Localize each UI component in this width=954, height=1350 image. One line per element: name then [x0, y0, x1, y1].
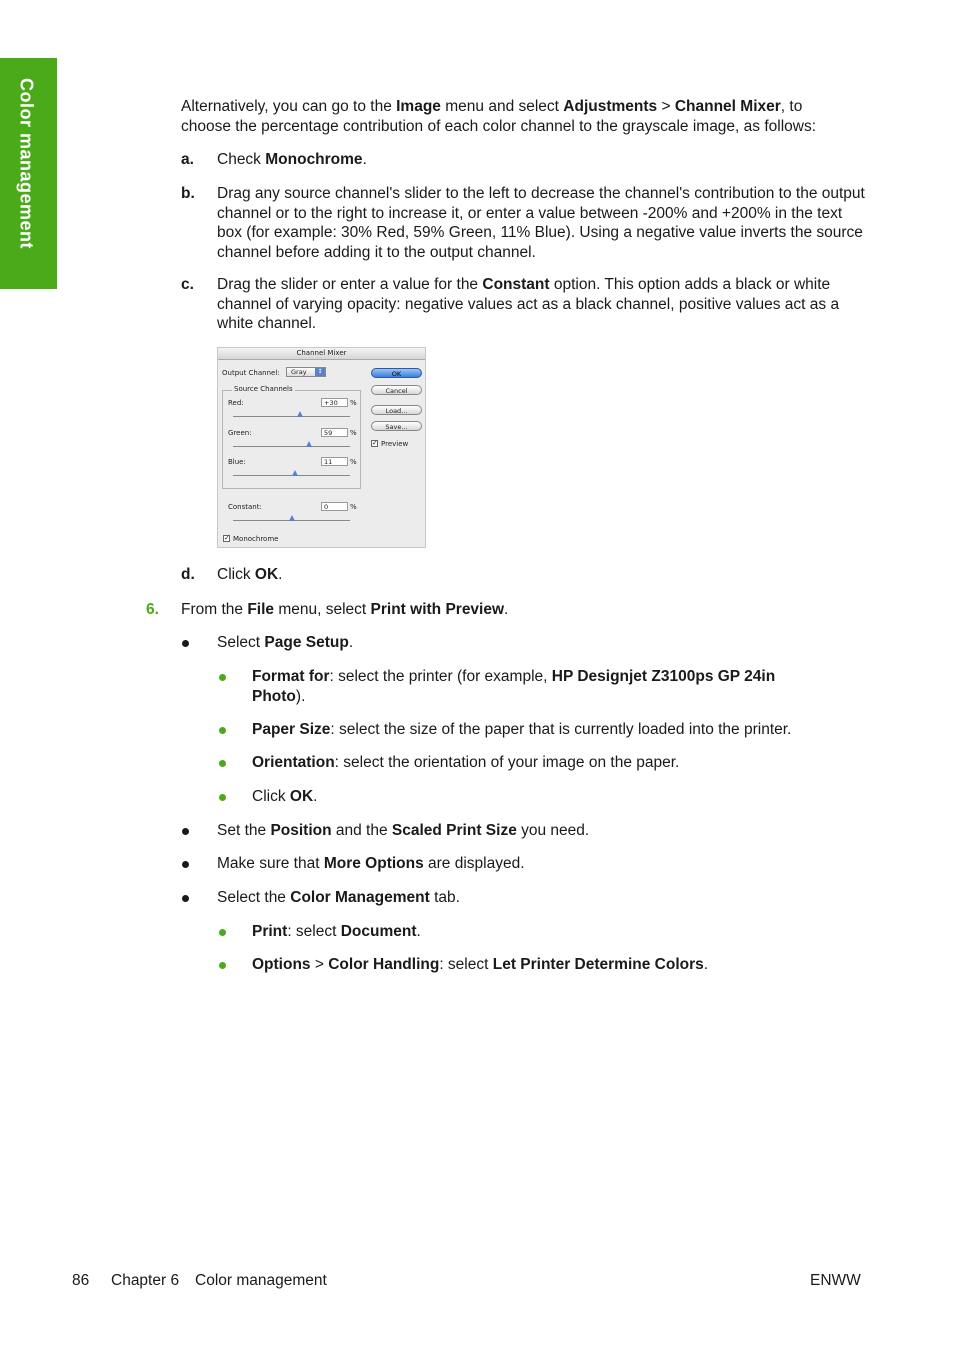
sub-click-ok: Click OK.: [252, 788, 318, 805]
preview-checkbox[interactable]: ✓: [372, 439, 378, 447]
sub-bullet-icon: [219, 727, 226, 734]
sub-bullet-icon: [219, 929, 226, 936]
sub-paper-size: Paper Size: select the size of the paper that is currently loaded into the printer.: [252, 721, 792, 738]
red-input[interactable]: +30: [321, 398, 348, 407]
side-tab-label: Color management: [16, 78, 37, 250]
step-6-text: From the File menu, select Print with Preview.: [181, 601, 509, 618]
monochrome-label: Monochrome: [233, 535, 279, 543]
output-channel-select[interactable]: Gray ↕: [286, 367, 326, 377]
bullet-more-options: Make sure that More Options are displayed.: [217, 855, 525, 872]
step-c-text: Drag the slider or enter a value for the Constant option. This option adds a black or white channel of varying opacity: negative values act as a black channel, positive values act as a white channel.: [217, 276, 840, 332]
sub-bullet-icon: [219, 674, 226, 681]
footer-chapter: Chapter 6: [111, 1272, 180, 1289]
bullet-page-setup: Select Page Setup.: [217, 634, 354, 651]
sub-orientation: Orientation: select the orientation of your image on the paper.: [252, 754, 680, 771]
green-slider-thumb[interactable]: [306, 441, 312, 447]
monochrome-checkbox[interactable]: ✓: [224, 534, 230, 542]
green-slider-track[interactable]: [233, 446, 350, 447]
step-a-label: a.: [181, 151, 194, 168]
preview-label: Preview: [381, 440, 409, 448]
blue-percent: %: [350, 458, 357, 466]
blue-label: Blue:: [228, 458, 246, 466]
step-a-text: Check Monochrome.: [217, 151, 367, 168]
sub-bullet-icon: [219, 760, 226, 767]
ok-button[interactable]: OK: [371, 368, 422, 378]
intro-line-2: choose the percentage contribution of each color channel to the grayscale image, as follows:: [181, 117, 817, 135]
sub-print: Print: select Document.: [252, 923, 421, 940]
step-b-text: Drag any source channel's slider to the left to decrease the channel's contribution to the output channel or to the right to increase it, or enter a value between -200% and +200% in the text box (for example: 30% Red, 59% Green, 11% Blue). Using a negative value inverts the source channel before adding it to the output channel.: [217, 185, 865, 261]
step-6-number: 6.: [146, 601, 159, 618]
save-button[interactable]: Save...: [371, 421, 422, 431]
step-c-label: c.: [181, 276, 194, 293]
channel-mixer-dialog: [217, 347, 426, 548]
intro-line-1: Alternatively, you can go to the Image menu and select Adjustments > Channel Mixer, to: [181, 98, 803, 115]
side-chapter-tab: [0, 58, 57, 289]
load-button[interactable]: Load...: [371, 405, 422, 415]
green-percent: %: [350, 429, 357, 437]
sub-options: Options > Color Handling: select Let Printer Determine Colors.: [252, 956, 709, 973]
blue-slider-thumb[interactable]: [292, 470, 298, 476]
dialog-title: Channel Mixer: [218, 348, 425, 360]
blue-input[interactable]: 11: [321, 457, 348, 466]
select-arrow-icon: ↕: [315, 368, 325, 376]
sub-bullet-icon: [219, 962, 226, 969]
intro-paragraph: [181, 97, 816, 136]
step-d-label: d.: [181, 566, 195, 583]
green-label: Green:: [228, 429, 252, 437]
step-d-text: Click OK.: [217, 566, 283, 583]
red-percent: %: [350, 399, 357, 407]
footer-right: ENWW: [810, 1272, 861, 1289]
bullet-icon: [182, 895, 189, 902]
footer-section: Color management: [195, 1272, 327, 1289]
red-label: Red:: [228, 399, 244, 407]
constant-slider-thumb[interactable]: [289, 515, 295, 521]
bullet-icon: [182, 640, 189, 647]
output-channel-label: Output Channel:: [222, 369, 280, 377]
bullet-icon: [182, 828, 189, 835]
constant-percent: %: [350, 503, 357, 511]
footer-page-number: 86: [72, 1272, 90, 1289]
sub-bullet-icon: [219, 794, 226, 801]
constant-label: Constant:: [228, 503, 262, 511]
sub-format-for: Format for: select the printer (for example, HP Designjet Z3100ps GP 24in Photo).: [252, 668, 776, 705]
green-input[interactable]: 59: [321, 428, 348, 437]
constant-input[interactable]: 0: [321, 502, 348, 511]
source-channels-label: Source Channels: [234, 385, 293, 393]
bullet-color-management: Select the Color Management tab.: [217, 889, 460, 906]
bullet-position: Set the Position and the Scaled Print Size you need.: [217, 822, 590, 839]
red-slider-thumb[interactable]: [297, 411, 303, 417]
cancel-button[interactable]: Cancel: [371, 385, 422, 395]
step-b-label: b.: [181, 185, 195, 202]
red-slider-track[interactable]: [233, 416, 350, 417]
bullet-icon: [182, 861, 189, 868]
